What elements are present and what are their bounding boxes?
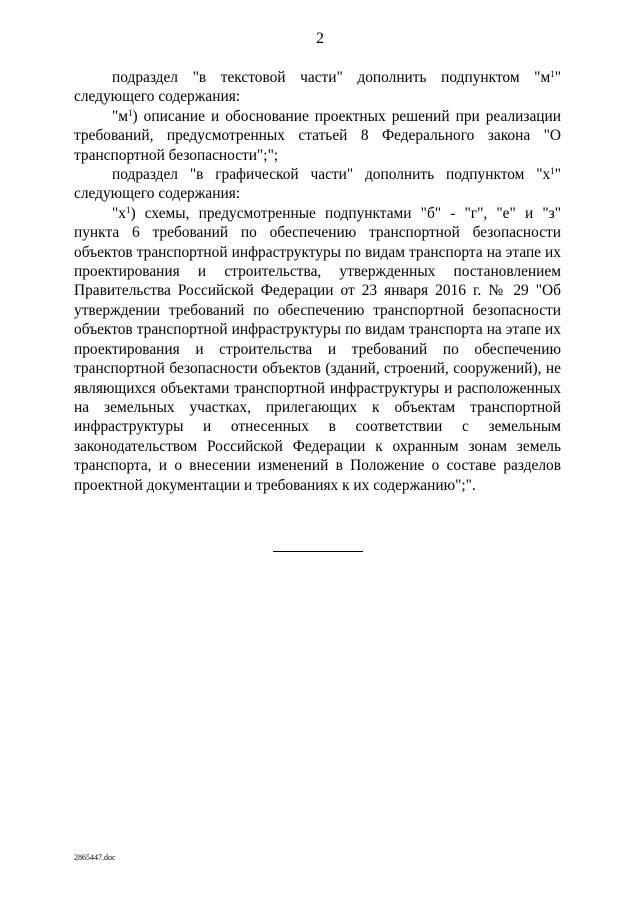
- document-file-id: 2865447.doc: [74, 853, 116, 862]
- superscript: 1: [550, 166, 555, 177]
- page-number: 2: [316, 30, 324, 47]
- paragraph-text: подраздел "в графической части" дополнить подпунктом "х: [112, 166, 551, 184]
- paragraph-subsection-graphic-part: [74, 165, 561, 204]
- paragraph-text: "х: [112, 204, 126, 222]
- paragraph-text: " следующего содержания:: [74, 166, 561, 203]
- paragraph-text: ) схемы, предусмотренные подпунктами "б" - "г", "е" и "з" пункта 6 требований по обеспечению транспортной безопасности объектов транспортной инфраструктуры по видам транспорта на этапе их проектирования и строительства, утвержденных постановлением Правительства Российской Федерации от 23 января 2016 г. № 29 "Об утверждении требований по обеспечению транспортной безопасности объектов транспортной инфраструктуры по видам транспорта на этапе их проектирования и строительства и требований по обеспечению транспортной безопасности объектов (зданий, строений, сооружений), не являющихся объектами транспортной инфраструктуры и расположенных на земельных участках, прилегающих к объектам транспортной инфраструктуры и отнесенных в соответствии с земельным законодательством Российской Федерации к охранным зонам земель транспорта, и о внесении изменений в Положение о составе разделов проектной документации и требованиях к их содержанию";".: [74, 204, 561, 494]
- paragraph-subpoint-m1: [74, 107, 561, 165]
- superscript: 1: [128, 107, 133, 118]
- superscript: 1: [550, 69, 555, 79]
- superscript: 1: [125, 204, 131, 215]
- paragraph-text: " следующего содержания:: [74, 69, 561, 106]
- paragraph-text: "м: [112, 107, 129, 125]
- paragraph-subsection-text-part: [74, 68, 561, 107]
- closing-divider-line: [273, 551, 363, 552]
- paragraph-subpoint-x1: [74, 204, 561, 495]
- document-body: [74, 68, 561, 495]
- paragraph-text: подраздел "в текстовой части" дополнить подпунктом "м: [112, 69, 551, 86]
- paragraph-text: ) описание и обоснование проектных решений при реализации требований, предусмотренных статьей 8 Федерального закона "О транспортной безопасности";";: [74, 107, 561, 164]
